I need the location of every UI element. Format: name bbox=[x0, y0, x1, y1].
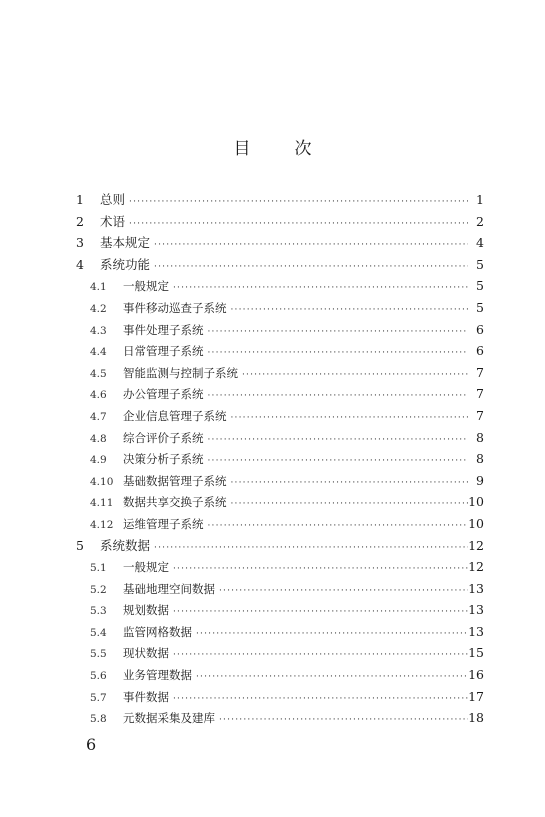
toc-leader-dots bbox=[208, 451, 469, 473]
toc-entry-label: 一般规定 bbox=[123, 279, 169, 294]
toc-entry-number: 5.4 bbox=[90, 626, 107, 639]
toc-entry-label: 企业信息管理子系统 bbox=[123, 408, 227, 423]
toc-entry-label: 智能监测与控制子系统 bbox=[123, 365, 238, 380]
toc-leader-dots bbox=[231, 300, 469, 322]
toc-entry-number: 4.8 bbox=[90, 432, 107, 445]
toc-entry-label: 基础地理空间数据 bbox=[123, 581, 215, 596]
toc-entry-page: 5 bbox=[476, 299, 484, 315]
toc-entry-label: 事件数据 bbox=[123, 689, 169, 704]
toc-entry bbox=[74, 556, 484, 578]
toc-entry-page: 12 bbox=[468, 559, 484, 575]
toc-entry-number: 5.3 bbox=[90, 605, 107, 618]
toc-entry-page: 8 bbox=[476, 451, 484, 467]
toc-entry bbox=[74, 383, 484, 405]
toc-entry-page: 10 bbox=[468, 494, 484, 510]
toc-entry-number: 5.5 bbox=[90, 648, 107, 661]
toc-leader-dots bbox=[208, 430, 469, 452]
toc-leader-dots bbox=[242, 365, 468, 387]
toc-entry-label: 一般规定 bbox=[123, 560, 169, 575]
toc-leader-dots bbox=[219, 710, 468, 732]
toc-leader-dots bbox=[154, 257, 468, 279]
toc-entry bbox=[74, 599, 484, 621]
toc-entry-number: 4.10 bbox=[90, 475, 114, 488]
toc-entry-page: 16 bbox=[468, 667, 484, 683]
toc-entry bbox=[74, 621, 484, 643]
toc-entry-page: 10 bbox=[468, 515, 484, 531]
toc-entry-page: 17 bbox=[468, 688, 484, 704]
toc-entry bbox=[74, 513, 484, 535]
toc-entry-page: 7 bbox=[476, 407, 484, 423]
toc-entry-number: 4.11 bbox=[90, 497, 114, 510]
toc-leader-dots bbox=[154, 538, 468, 560]
toc-entry bbox=[74, 297, 484, 319]
toc-leader-dots bbox=[208, 343, 469, 365]
toc-entry-label: 基本规定 bbox=[100, 235, 151, 251]
toc-entry-label: 基础数据管理子系统 bbox=[123, 473, 227, 488]
toc-leader-dots bbox=[231, 408, 469, 430]
toc-entry-page: 15 bbox=[468, 645, 484, 661]
toc-entry bbox=[74, 578, 484, 600]
toc-entry-page: 13 bbox=[468, 580, 484, 596]
toc-leader-dots bbox=[208, 386, 469, 408]
toc-entry-label: 日常管理子系统 bbox=[123, 344, 204, 359]
toc-entry-label: 系统功能 bbox=[100, 256, 151, 272]
toc-entry-page: 7 bbox=[476, 364, 484, 380]
toc-entry-number: 4.4 bbox=[90, 346, 107, 359]
toc-entry bbox=[74, 405, 484, 427]
toc-entry bbox=[74, 254, 484, 276]
toc-leader-dots bbox=[231, 473, 469, 495]
toc-leader-dots bbox=[154, 235, 468, 257]
table-of-contents bbox=[74, 189, 484, 729]
toc-entry-page: 4 bbox=[476, 235, 484, 251]
toc-leader-dots bbox=[173, 689, 468, 711]
toc-leader-dots bbox=[219, 581, 468, 603]
toc-entry-label: 数据共享交换子系统 bbox=[123, 495, 227, 510]
toc-entry-number: 4.1 bbox=[90, 281, 107, 294]
toc-entry-label: 现状数据 bbox=[123, 646, 169, 661]
toc-entry-page: 13 bbox=[468, 602, 484, 618]
toc-entry-page: 5 bbox=[476, 256, 484, 272]
toc-entry bbox=[74, 535, 484, 557]
toc-entry bbox=[74, 491, 484, 513]
toc-entry-number: 3 bbox=[76, 235, 84, 251]
toc-entry-number: 5.8 bbox=[90, 713, 107, 726]
toc-entry-number: 4.6 bbox=[90, 389, 107, 402]
page-number: 6 bbox=[86, 735, 97, 754]
toc-entry-label: 决策分析子系统 bbox=[123, 452, 204, 467]
toc-leader-dots bbox=[129, 192, 468, 214]
toc-entry-number: 5.6 bbox=[90, 670, 107, 683]
toc-entry bbox=[74, 189, 484, 211]
toc-entry-number: 1 bbox=[76, 192, 84, 207]
toc-entry bbox=[74, 362, 484, 384]
toc-entry-number: 2 bbox=[76, 213, 84, 229]
toc-leader-dots bbox=[208, 516, 469, 538]
toc-entry-page: 5 bbox=[476, 278, 484, 294]
toc-leader-dots bbox=[196, 624, 468, 646]
toc-entry bbox=[74, 232, 484, 254]
toc-entry-label: 元数据采集及建库 bbox=[123, 711, 215, 726]
toc-entry-label: 总则 bbox=[100, 192, 126, 207]
toc-entry-page: 18 bbox=[468, 710, 484, 726]
toc-entry-page: 8 bbox=[476, 429, 484, 445]
toc-entry-number: 4 bbox=[76, 256, 84, 272]
toc-entry-number: 5.2 bbox=[90, 583, 107, 596]
toc-entry-number: 4.12 bbox=[90, 518, 114, 531]
page-title bbox=[0, 134, 545, 159]
toc-entry-label: 事件处理子系统 bbox=[123, 322, 204, 337]
toc-entry bbox=[74, 642, 484, 664]
toc-entry bbox=[74, 211, 484, 233]
title-char-1: 目 bbox=[233, 139, 251, 159]
toc-entry-page: 12 bbox=[468, 537, 484, 553]
toc-entry-number: 4.3 bbox=[90, 324, 107, 337]
toc-leader-dots bbox=[231, 494, 469, 516]
toc-entry bbox=[74, 664, 484, 686]
toc-entry-number: 5.1 bbox=[90, 562, 107, 575]
toc-entry-number: 4.7 bbox=[90, 410, 107, 423]
toc-entry bbox=[74, 319, 484, 341]
toc-entry bbox=[74, 470, 484, 492]
toc-entry bbox=[74, 427, 484, 449]
toc-entry bbox=[74, 275, 484, 297]
toc-leader-dots bbox=[208, 322, 469, 344]
toc-entry-number: 5.7 bbox=[90, 691, 107, 704]
toc-entry-label: 系统数据 bbox=[100, 537, 151, 553]
toc-entry-page: 7 bbox=[476, 386, 484, 402]
toc-leader-dots bbox=[173, 645, 468, 667]
toc-entry-label: 办公管理子系统 bbox=[123, 387, 204, 402]
toc-leader-dots bbox=[173, 278, 468, 300]
toc-entry-page: 1 bbox=[476, 192, 484, 207]
title-char-2: 次 bbox=[294, 139, 312, 159]
toc-entry-number: 4.5 bbox=[90, 367, 107, 380]
toc-entry-page: 6 bbox=[476, 343, 484, 359]
toc-entry-label: 综合评价子系统 bbox=[123, 430, 204, 445]
toc-entry-label: 术语 bbox=[100, 213, 126, 229]
toc-entry bbox=[74, 340, 484, 362]
toc-leader-dots bbox=[173, 602, 468, 624]
toc-entry-label: 事件移动巡查子系统 bbox=[123, 300, 227, 315]
toc-entry-label: 业务管理数据 bbox=[123, 668, 192, 683]
toc-entry bbox=[74, 686, 484, 708]
toc-entry-label: 运维管理子系统 bbox=[123, 516, 204, 531]
toc-entry-page: 2 bbox=[476, 213, 484, 229]
toc-entry-label: 规划数据 bbox=[123, 603, 169, 618]
toc-leader-dots bbox=[173, 559, 468, 581]
toc-entry-page: 9 bbox=[476, 472, 484, 488]
toc-entry-number: 4.2 bbox=[90, 302, 107, 315]
toc-entry-page: 13 bbox=[468, 623, 484, 639]
toc-entry bbox=[74, 707, 484, 729]
toc-entry-page: 6 bbox=[476, 321, 484, 337]
toc-leader-dots bbox=[196, 667, 468, 689]
toc-entry-label: 监管网格数据 bbox=[123, 624, 192, 639]
toc-entry-number: 4.9 bbox=[90, 454, 107, 467]
toc-leader-dots bbox=[129, 214, 468, 236]
toc-entry bbox=[74, 448, 484, 470]
toc-entry-number: 5 bbox=[76, 537, 84, 553]
